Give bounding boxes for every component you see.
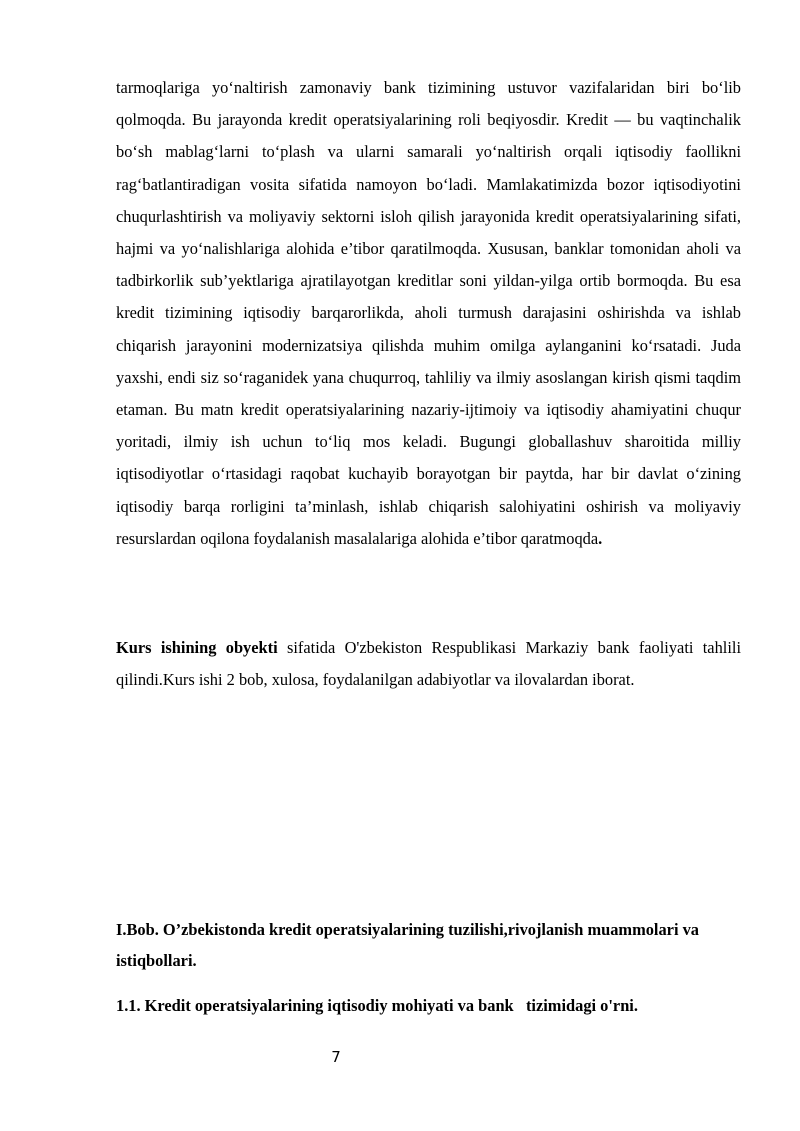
chapter-heading: I.Bob. O’zbekistonda kredit operatsiyalarining tuzilishi,rivojlanish muammolari va istiqbollari.: [116, 920, 699, 970]
page-number: 7: [331, 1048, 341, 1066]
body-paragraph: [116, 72, 741, 555]
object-paragraph: [116, 632, 741, 696]
paragraph-text: tarmoqlariga yo‘naltirish zamonaviy bank tizimining ustuvor vazifalaridan biri bo‘lib qolmoqda. Bu jarayonda kredit operatsiyalarining roli beqiyosdir. Kredit — bu vaqtinchalik bo‘sh mablag‘larni to‘plash va ularni samarali yo‘naltirish orqali iqtisodiy faollikni rag‘batlantiradigan vosita sifatida namoyon bo‘ladi. Mamlakatimizda bozor iqtisodiyotini chuqurlashtirish va moliyaviy sektorni isloh qilish jarayonida kredit operatsiyalarining sifati, hajmi va yo‘nalishlariga alohida e’tibor qaratilmoqda. Xususan, banklar tomonidan aholi va tadbirkorlik sub’yektlariga ajratilayotgan kreditlar soni yildan-yilga ortib bormoqda. Bu esa kredit tizimining iqtisodiy barqarorlikda, aholi turmush darajasini oshirishda va ishlab chiqarish jarayonini modernizatsiya qilishda muhim omilga aylanganini ko‘rsatadi. Juda yaxshi, endi siz so‘raganidek yana chuqurroq, tahliliy va ilmiy asoslangan kirish qismi taqdim etaman. Bu matn kredit operatsiyalarining nazariy-ijtimoiy va iqtisodiy ahamiyatini chuqur yoritadi, ilmiy ish uchun to‘liq mos keladi. Bugungi globallashuv sharoitida milliy iqtisodiyotlar o‘rtasidagi raqobat kuchayib borayotgan bir paytda, har bir davlat o‘zining iqtisodiy barqa rorligini ta’minlash, ishlab chiqarish salohiyatini oshirish va moliyaviy resurslardan oqilona foydalanish masalalariga alohida e’tibor qaratmoqda: [116, 78, 741, 548]
paragraph-end-mark: .: [598, 528, 603, 548]
object-lead: Kurs ishining obyekti: [116, 638, 278, 657]
section-heading: 1.1. Kredit operatsiyalarining iqtisodiy mohiyati va bank tizimidagi o'rni.: [116, 996, 638, 1015]
object-text: sifatida O'zbekiston Respublikasi Markaziy bank faoliyati tahlili qilindi.Kurs ishi 2 bob, xulosa, foydalanilgan adabiyotlar va ilovalardan iborat.: [116, 638, 741, 690]
